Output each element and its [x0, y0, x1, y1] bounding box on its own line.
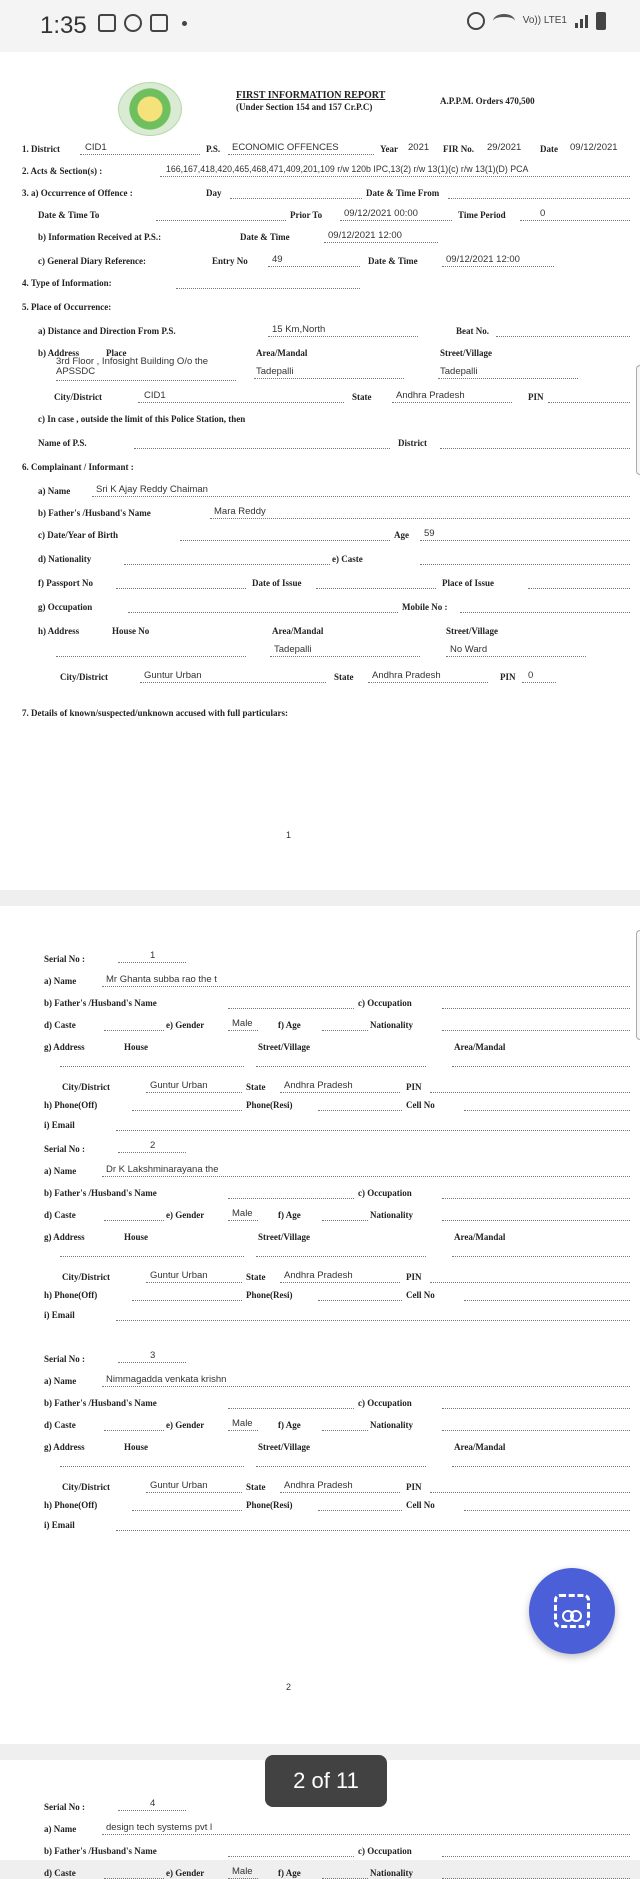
more-notifications-icon	[182, 21, 187, 26]
notification-icons	[98, 14, 187, 32]
accused-state-line	[280, 1092, 400, 1093]
distance-value: 15 Km,North	[272, 324, 326, 335]
type-info-label: 4. Type of Information:	[22, 278, 112, 288]
accused-occupation-line	[442, 1008, 630, 1009]
accused-phone-resi-line	[318, 1300, 402, 1301]
accused-phone-off-line	[132, 1510, 242, 1511]
comp-state-value: Andhra Pradesh	[372, 670, 441, 681]
accused-house-line	[60, 1256, 244, 1257]
accused-city-label: City/District	[62, 1482, 110, 1492]
accused-phone-off-line	[132, 1300, 242, 1301]
ps-line	[228, 154, 374, 155]
caste-label: e) Caste	[332, 554, 363, 564]
comp-state-label: State	[334, 672, 354, 682]
accused-pin-label: PIN	[406, 1482, 422, 1492]
accused-state-line	[280, 1492, 400, 1493]
serial-line	[118, 1810, 186, 1811]
acts-label: 2. Acts & Section(s) :	[22, 166, 103, 176]
accused-street-label: Street/Village	[258, 1042, 310, 1052]
fir-title: FIRST INFORMATION REPORT	[236, 90, 386, 101]
accused-house-line	[60, 1066, 244, 1067]
comp-name-label: a) Name	[38, 486, 71, 496]
status-time: 1:35	[40, 12, 87, 39]
accused-occupation-line	[442, 1856, 630, 1857]
place-sub-label: Place	[106, 348, 127, 358]
beat-line	[496, 336, 630, 337]
accused-father-line	[228, 1856, 354, 1857]
accused-house-label: House	[124, 1042, 149, 1052]
street-value: Tadepalli	[440, 366, 478, 377]
accused-cell-label: Cell No	[406, 1100, 435, 1110]
age-line	[420, 540, 630, 541]
accused-phone-resi-line	[318, 1510, 402, 1511]
accused-state-line	[280, 1282, 400, 1283]
accused-occupation-label: c) Occupation	[358, 1398, 412, 1408]
dtto-label: Date & Time To	[38, 210, 100, 220]
serial-line	[118, 1152, 186, 1153]
comp-father-line	[210, 518, 630, 519]
accused-caste-label: d) Caste	[44, 1020, 76, 1030]
screenshot-crop-button[interactable]	[529, 1568, 615, 1654]
fir-subtitle: (Under Section 154 and 157 Cr.P.C)	[236, 102, 373, 112]
accused-label: 7. Details of known/suspected/unknown accused with full particulars:	[22, 708, 289, 718]
complainant-label: 6. Complainant / Informant :	[22, 462, 134, 472]
info-received-value: 09/12/2021 12:00	[328, 230, 402, 241]
passport-label: f) Passport No	[38, 578, 93, 588]
alarm-icon	[467, 12, 485, 30]
accused-city-label: City/District	[62, 1272, 110, 1282]
whatsapp-icon	[124, 14, 142, 32]
accused-state-value: Andhra Pradesh	[284, 1080, 353, 1091]
entry-no-value: 49	[272, 254, 283, 265]
gdr-dt-label: Date & Time	[368, 256, 418, 266]
distance-line	[268, 336, 418, 337]
accused-area-label: Area/Mandal	[454, 1232, 506, 1242]
gdr-label: c) General Diary Reference:	[38, 256, 147, 266]
accused-occupation-label: c) Occupation	[358, 1846, 412, 1856]
battery-icon	[596, 12, 606, 30]
scroll-handle[interactable]	[636, 930, 640, 1040]
accused-age-label: f) Age	[278, 1020, 301, 1030]
outside-label: c) In case , outside the limit of this Police Station, then	[38, 414, 246, 424]
accused-state-label: State	[246, 1272, 266, 1282]
comp-city-line	[140, 682, 326, 683]
poi-line	[528, 588, 630, 589]
day-line	[230, 198, 362, 199]
serial-value: 1	[150, 950, 156, 961]
type-line	[176, 288, 360, 289]
year-label: Year	[380, 144, 398, 154]
accused-gender-line	[228, 1220, 258, 1221]
area-label: Area/Mandal	[256, 348, 308, 358]
accused-name-label: a) Name	[44, 1166, 77, 1176]
accused-nationality-line	[442, 1430, 630, 1431]
address-value: 3rd Floor , Infosight Building O/o the APSSDC	[56, 356, 209, 377]
accused-cell-label: Cell No	[406, 1290, 435, 1300]
network-label: Vo)) LTE1	[522, 15, 567, 26]
accused-house-label: House	[124, 1232, 149, 1242]
accused-cell-label: Cell No	[406, 1500, 435, 1510]
accused-gender-label: e) Gender	[166, 1210, 205, 1220]
city-line	[138, 402, 344, 403]
accused-name-label: a) Name	[44, 1824, 77, 1834]
entry-no-label: Entry No	[212, 256, 248, 266]
accused-address-label: g) Address	[44, 1232, 85, 1242]
accused-email-label: i) Email	[44, 1120, 75, 1130]
serial-line	[118, 1362, 186, 1363]
accused-father-label: b) Father's /Husband's Name	[44, 1188, 157, 1198]
accused-phone-resi-label: Phone(Resi)	[246, 1500, 293, 1510]
accused-city-value: Guntur Urban	[150, 1080, 208, 1091]
accused-name-value: Mr Ghanta subba rao the t	[106, 974, 217, 985]
accused-nationality-line	[442, 1220, 630, 1221]
accused-pin-label: PIN	[406, 1082, 422, 1092]
mobile-line	[460, 612, 630, 613]
accused-phone-resi-label: Phone(Resi)	[246, 1290, 293, 1300]
dtfrom-line	[448, 198, 630, 199]
accused-house-label: House	[124, 1442, 149, 1452]
accused-street-line	[256, 1466, 426, 1467]
accused-email-line	[116, 1320, 630, 1321]
distance-label: a) Distance and Direction From P.S.	[38, 326, 176, 336]
accused-street-label: Street/Village	[258, 1232, 310, 1242]
accused-state-label: State	[246, 1482, 266, 1492]
info-received-dt-label: Date & Time	[240, 232, 290, 242]
fir-no-label: FIR No.	[443, 144, 474, 154]
accused-nationality-label: Nationality	[370, 1868, 414, 1878]
prior-line	[340, 220, 452, 221]
age-value: 59	[424, 528, 435, 539]
mobile-label: Mobile No :	[402, 602, 448, 612]
comp-street-label: Street/Village	[446, 626, 498, 636]
accused-caste-line	[104, 1030, 164, 1031]
pin-line	[548, 402, 630, 403]
info-received-label: b) Information Received at P.S.:	[38, 232, 162, 242]
page-number: 1	[286, 830, 292, 840]
comp-street-value: No Ward	[450, 644, 488, 655]
comp-father-value: Mara Reddy	[214, 506, 266, 517]
serial-label: Serial No :	[44, 1144, 85, 1154]
house-line	[56, 656, 246, 657]
passport-line	[116, 588, 246, 589]
comp-area-label: Area/Mandal	[272, 626, 324, 636]
acts-value: 166,167,418,420,465,468,471,409,201,109 r/w 120b IPC,13(2) r/w 13(1)(c) r/w 13(1)(D) PCA	[166, 164, 529, 174]
gdr-dt-value: 09/12/2021 12:00	[446, 254, 520, 265]
news-icon	[150, 14, 168, 32]
comp-area-value: Tadepalli	[274, 644, 312, 655]
comp-area-line	[270, 656, 420, 657]
comp-state-line	[368, 682, 488, 683]
signal-icon	[575, 15, 588, 28]
accused-gender-value: Male	[232, 1018, 253, 1029]
accused-name-line	[102, 1834, 630, 1835]
accused-name-line	[102, 1386, 630, 1387]
ps-value: ECONOMIC OFFENCES	[232, 142, 339, 153]
gallery-icon	[98, 14, 116, 32]
accused-state-value: Andhra Pradesh	[284, 1480, 353, 1491]
district-label: 1. District	[22, 144, 60, 154]
district2-line	[440, 448, 630, 449]
accused-city-line	[146, 1092, 242, 1093]
accused-address-label: g) Address	[44, 1442, 85, 1452]
comp-city-label: City/District	[60, 672, 108, 682]
time-period-value: 0	[540, 208, 546, 219]
serial-label: Serial No :	[44, 1354, 85, 1364]
serial-value: 2	[150, 1140, 156, 1151]
accused-phone-resi-line	[318, 1110, 402, 1111]
accused-city-value: Guntur Urban	[150, 1480, 208, 1491]
accused-city-label: City/District	[62, 1082, 110, 1092]
status-bar	[0, 0, 640, 52]
district-value: CID1	[85, 142, 107, 153]
comp-pin-label: PIN	[500, 672, 516, 682]
accused-gender-label: e) Gender	[166, 1020, 205, 1030]
accused-age-label: f) Age	[278, 1420, 301, 1430]
pin-label: PIN	[528, 392, 544, 402]
accused-caste-label: d) Caste	[44, 1420, 76, 1430]
area-value: Tadepalli	[256, 366, 294, 377]
accused-city-line	[146, 1282, 242, 1283]
screenshot-crop-icon	[554, 1594, 590, 1628]
accused-father-line	[228, 1198, 354, 1199]
accused-caste-label: d) Caste	[44, 1210, 76, 1220]
accused-father-label: b) Father's /Husband's Name	[44, 998, 157, 1008]
accused-nationality-label: Nationality	[370, 1020, 414, 1030]
accused-nationality-line	[442, 1030, 630, 1031]
wifi-icon	[493, 14, 515, 28]
beat-label: Beat No.	[456, 326, 489, 336]
doi-label: Date of Issue	[252, 578, 302, 588]
dtto-line	[156, 220, 286, 221]
dob-label: c) Date/Year of Birth	[38, 530, 119, 540]
accused-nationality-label: Nationality	[370, 1420, 414, 1430]
accused-age-line	[322, 1220, 368, 1221]
comp-city-value: Guntur Urban	[144, 670, 202, 681]
occupation-line	[128, 612, 398, 613]
document-page-1	[0, 52, 640, 890]
accused-cell-line	[464, 1510, 630, 1511]
accused-gender-label: e) Gender	[166, 1868, 205, 1878]
comp-pin-line	[522, 682, 556, 683]
accused-name-value: design tech systems pvt l	[106, 1822, 213, 1833]
accused-age-line	[322, 1430, 368, 1431]
serial-label: Serial No :	[44, 1802, 85, 1812]
state-line	[392, 402, 512, 403]
serial-label: Serial No :	[44, 954, 85, 964]
accused-state-value: Andhra Pradesh	[284, 1270, 353, 1281]
city-label: City/District	[54, 392, 102, 402]
nationality-line	[124, 564, 330, 565]
year-value: 2021	[408, 142, 430, 153]
acts-line	[160, 176, 630, 177]
comp-street-line	[446, 656, 586, 657]
state-value: Andhra Pradesh	[396, 390, 465, 401]
system-icons	[467, 12, 606, 30]
accused-caste-label: d) Caste	[44, 1868, 76, 1878]
serial-value: 3	[150, 1350, 156, 1361]
nationality-label: d) Nationality	[38, 554, 92, 564]
accused-occupation-line	[442, 1198, 630, 1199]
dob-line	[180, 540, 390, 541]
district2-label: District	[398, 438, 427, 448]
prior-to-label: Prior To	[290, 210, 323, 220]
address-line	[56, 380, 236, 381]
fir-no-value: 29/2021	[487, 142, 522, 153]
street-label: Street/Village	[440, 348, 492, 358]
comp-name-line	[92, 496, 630, 497]
accused-phone-off-label: h) Phone(Off)	[44, 1100, 98, 1110]
accused-pin-label: PIN	[406, 1272, 422, 1282]
gdr-line	[442, 266, 554, 267]
orders-ref: A.P.P.M. Orders 470,500	[440, 96, 535, 106]
accused-email-label: i) Email	[44, 1520, 75, 1530]
accused-state-label: State	[246, 1082, 266, 1092]
accused-father-label: b) Father's /Husband's Name	[44, 1846, 157, 1856]
accused-city-value: Guntur Urban	[150, 1270, 208, 1281]
accused-pin-line	[430, 1092, 630, 1093]
accused-name-line	[102, 986, 630, 987]
accused-father-label: b) Father's /Husband's Name	[44, 1398, 157, 1408]
period-line	[520, 220, 630, 221]
time-period-label: Time Period	[458, 210, 506, 220]
comp-address-label: h) Address	[38, 626, 80, 636]
accused-email-line	[116, 1130, 630, 1131]
accused-gender-line	[228, 1030, 258, 1031]
accused-caste-line	[104, 1430, 164, 1431]
comp-name-value: Sri K Ajay Reddy Chaiman	[96, 484, 208, 495]
accused-nationality-label: Nationality	[370, 1210, 414, 1220]
accused-area-label: Area/Mandal	[454, 1442, 506, 1452]
accused-name-label: a) Name	[44, 1376, 77, 1386]
accused-occupation-line	[442, 1408, 630, 1409]
prior-to-value: 09/12/2021 00:00	[344, 208, 418, 219]
accused-father-line	[228, 1408, 354, 1409]
accused-gender-value: Male	[232, 1208, 253, 1219]
accused-street-label: Street/Village	[258, 1442, 310, 1452]
accused-caste-line	[104, 1220, 164, 1221]
accused-gender-value: Male	[232, 1866, 253, 1877]
place-label: 5. Place of Occurrence:	[22, 302, 112, 312]
accused-area-line	[452, 1256, 630, 1257]
accused-area-line	[452, 1066, 630, 1067]
scroll-handle[interactable]	[636, 365, 640, 475]
accused-cell-line	[464, 1300, 630, 1301]
district-line	[80, 154, 200, 155]
area-line	[254, 378, 404, 379]
date-value: 09/12/2021	[570, 142, 618, 153]
accused-phone-off-label: h) Phone(Off)	[44, 1290, 98, 1300]
accused-street-line	[256, 1256, 426, 1257]
comp-pin-value: 0	[528, 670, 534, 681]
accused-phone-off-label: h) Phone(Off)	[44, 1500, 98, 1510]
street-line	[438, 378, 578, 379]
serial-line	[118, 962, 186, 963]
accused-occupation-label: c) Occupation	[358, 1188, 412, 1198]
accused-address-label: g) Address	[44, 1042, 85, 1052]
ps-label: P.S.	[206, 144, 221, 154]
info-line	[324, 242, 438, 243]
age-label: Age	[394, 530, 409, 540]
accused-age-line	[322, 1030, 368, 1031]
page-indicator: 2 of 11	[265, 1755, 387, 1807]
accused-gender-line	[228, 1430, 258, 1431]
accused-age-label: f) Age	[278, 1210, 301, 1220]
accused-email-line	[116, 1530, 630, 1531]
date-label: Date	[540, 144, 558, 154]
accused-name-label: a) Name	[44, 976, 77, 986]
city-value: CID1	[144, 390, 166, 401]
accused-pin-line	[430, 1282, 630, 1283]
accused-name-line	[102, 1176, 630, 1177]
state-label: State	[352, 392, 372, 402]
day-label: Day	[206, 188, 222, 198]
serial-value: 4	[150, 1798, 156, 1809]
accused-father-line	[228, 1008, 354, 1009]
ap-government-seal	[118, 82, 182, 136]
name-ps-line	[134, 448, 390, 449]
doi-line	[316, 588, 436, 589]
page-number: 2	[286, 1682, 292, 1692]
accused-name-value: Nimmagadda venkata krishn	[106, 1374, 227, 1385]
accused-gender-value: Male	[232, 1418, 253, 1429]
accused-area-label: Area/Mandal	[454, 1042, 506, 1052]
entry-line	[268, 266, 360, 267]
caste-line	[420, 564, 630, 565]
accused-pin-line	[430, 1492, 630, 1493]
dtfrom-label: Date & Time From	[366, 188, 440, 198]
accused-age-label: f) Age	[278, 1868, 301, 1878]
accused-name-value: Dr K Lakshminarayana the	[106, 1164, 219, 1175]
accused-occupation-label: c) Occupation	[358, 998, 412, 1008]
occurrence-label: 3. a) Occurrence of Offence :	[22, 188, 133, 198]
accused-area-line	[452, 1466, 630, 1467]
accused-phone-resi-label: Phone(Resi)	[246, 1100, 293, 1110]
accused-house-line	[60, 1466, 244, 1467]
accused-cell-line	[464, 1110, 630, 1111]
poi-label: Place of Issue	[442, 578, 494, 588]
accused-phone-off-line	[132, 1110, 242, 1111]
address-label: b) Address	[38, 348, 80, 358]
accused-email-label: i) Email	[44, 1310, 75, 1320]
name-ps-label: Name of P.S.	[38, 438, 87, 448]
accused-street-line	[256, 1066, 426, 1067]
house-no-label: House No	[112, 626, 150, 636]
occupation-label: g) Occupation	[38, 602, 93, 612]
accused-gender-label: e) Gender	[166, 1420, 205, 1430]
comp-father-label: b) Father's /Husband's Name	[38, 508, 151, 518]
accused-city-line	[146, 1492, 242, 1493]
